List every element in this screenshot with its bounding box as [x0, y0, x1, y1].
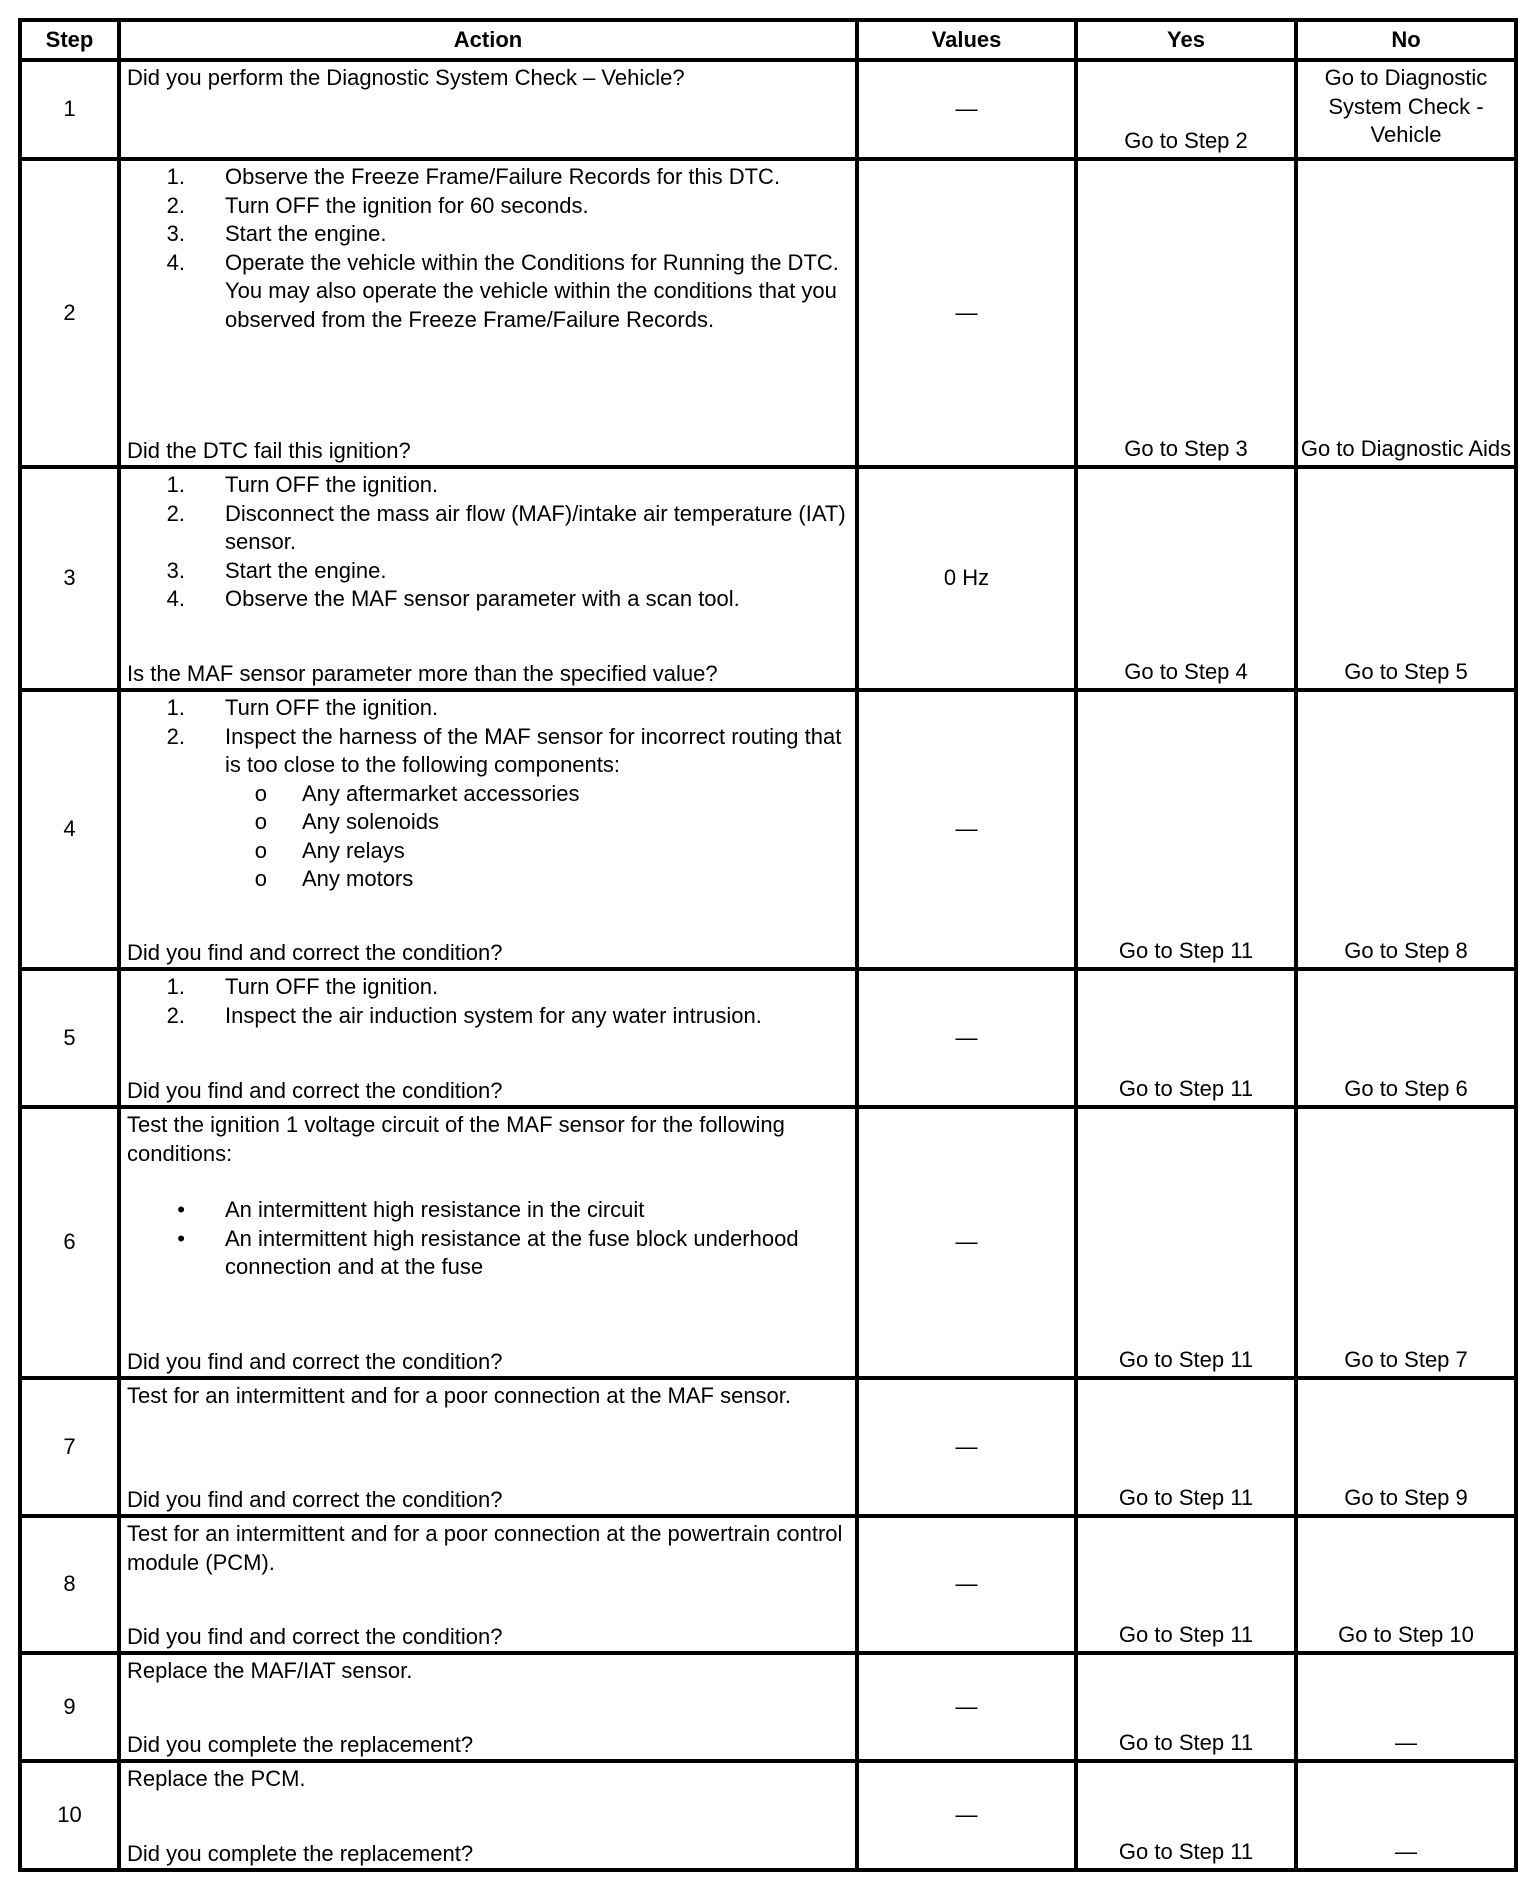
list-marker: 1.: [166, 974, 185, 999]
action-content: [121, 469, 855, 688]
no-result: Go to Diagnostic Aids: [1296, 159, 1516, 467]
table-row: [20, 1378, 1516, 1516]
yes-result: Go to Step 11: [1076, 690, 1296, 969]
list-marker: 1.: [166, 472, 185, 497]
list-item: [127, 1196, 849, 1225]
value-cell: —: [857, 1761, 1076, 1870]
action-content: [121, 1380, 855, 1514]
list-item: [127, 249, 849, 335]
action-question: Did you complete the replacement?: [127, 1840, 474, 1866]
step-number: 7: [20, 1378, 119, 1516]
list-item: [127, 1002, 849, 1031]
sub-list-item: [127, 780, 849, 809]
sub-list-text: Any motors: [302, 866, 414, 891]
action-instructions: [127, 1765, 849, 1794]
list-text: Start the engine.: [225, 221, 387, 246]
list-text: Disconnect the mass air flow (MAF)/intake air temperature (IAT) sensor.: [225, 500, 846, 554]
sub-list-item: [127, 837, 849, 866]
list-marker: 1.: [166, 695, 185, 720]
action-question: Did you complete the replacement?: [127, 1731, 474, 1757]
list-item: [127, 694, 849, 723]
header-values: Values: [857, 20, 1076, 60]
sub-list-item: [127, 808, 849, 837]
table-row: [20, 969, 1516, 1107]
action-cell: [119, 1378, 857, 1516]
list-marker: 2.: [166, 500, 185, 526]
list-text: Turn OFF the ignition for 60 seconds.: [225, 192, 589, 218]
list-text: Observe the Freeze Frame/Failure Records for this DTC.: [225, 164, 781, 189]
step-number: 1: [20, 60, 119, 159]
value-cell: —: [857, 1653, 1076, 1761]
list-text: An intermittent high resistance in the circuit: [225, 1197, 645, 1222]
list-text: Turn OFF the ignition.: [225, 974, 439, 999]
action-instructions: [127, 1111, 849, 1282]
list-item: [127, 220, 849, 249]
list-item: [127, 1225, 849, 1282]
list-marker: 2.: [166, 1002, 185, 1028]
table-row: [20, 60, 1516, 159]
list-text: Observe the MAF sensor parameter with a scan tool.: [225, 586, 740, 611]
list-item: [127, 723, 849, 780]
action-content: [121, 1655, 855, 1759]
action-question: Is the MAF sensor parameter more than the specified value?: [127, 660, 718, 686]
action-cell: [119, 1516, 857, 1653]
sub-list-marker: o: [254, 866, 267, 891]
action-question: Did you find and correct the condition?: [127, 1348, 503, 1374]
step-number: 5: [20, 969, 119, 1107]
header-step: Step: [20, 20, 119, 60]
value-cell: —: [857, 1378, 1076, 1516]
action-cell: [119, 690, 857, 969]
no-result: Go to Step 7: [1296, 1107, 1516, 1378]
step-number: 9: [20, 1653, 119, 1761]
action-content: [121, 62, 855, 157]
sub-list-marker: o: [254, 780, 267, 806]
list-item: [127, 192, 849, 221]
action-instructions: [127, 163, 849, 334]
action-cell: [119, 60, 857, 159]
action-cell: [119, 467, 857, 690]
no-result: Go to Step 10: [1296, 1516, 1516, 1653]
action-content: [121, 692, 855, 967]
list-text: An intermittent high resistance at the fuse block underhood connection and at the fuse: [225, 1225, 799, 1279]
table-row: [20, 1516, 1516, 1653]
no-result: Go to Diagnostic System Check - Vehicle: [1296, 60, 1516, 159]
table-row: [20, 1107, 1516, 1378]
list-marker: 2.: [166, 723, 185, 749]
value-cell: —: [857, 1516, 1076, 1653]
action-instructions: [127, 1520, 849, 1577]
action-content: [121, 1109, 855, 1376]
sub-list-text: Any aftermarket accessories: [302, 780, 580, 806]
list-marker: 4.: [166, 586, 185, 611]
value-cell: —: [857, 1107, 1076, 1378]
action-content: [121, 971, 855, 1105]
list-text: Inspect the air induction system for any water intrusion.: [225, 1002, 762, 1028]
no-result: Go to Step 9: [1296, 1378, 1516, 1516]
yes-result: Go to Step 11: [1076, 1653, 1296, 1761]
action-content: [121, 1763, 855, 1868]
action-intro: Replace the PCM.: [127, 1766, 306, 1791]
step-number: 10: [20, 1761, 119, 1870]
no-result: Go to Step 8: [1296, 690, 1516, 969]
action-instructions: [127, 694, 849, 894]
action-intro: Did you perform the Diagnostic System Check – Vehicle?: [127, 65, 685, 90]
sub-list-marker: o: [254, 837, 267, 863]
list-item: [127, 585, 849, 614]
action-intro: Test for an intermittent and for a poor connection at the powertrain control module (PCM).: [127, 1521, 843, 1575]
sub-list-item: [127, 865, 849, 894]
list-item: [127, 557, 849, 586]
spacer: [127, 1168, 849, 1196]
action-question: Did you find and correct the condition?: [127, 939, 503, 965]
table-row: [20, 690, 1516, 969]
step-number: 6: [20, 1107, 119, 1378]
step-number: 3: [20, 467, 119, 690]
list-marker: 1.: [166, 164, 185, 189]
value-cell: —: [857, 690, 1076, 969]
step-number: 8: [20, 1516, 119, 1653]
table-row: [20, 1653, 1516, 1761]
no-result: Go to Step 5: [1296, 467, 1516, 690]
list-marker: •: [177, 1197, 185, 1222]
action-question: Did you find and correct the condition?: [127, 1077, 503, 1103]
header-yes: Yes: [1076, 20, 1296, 60]
diagnostic-table: [18, 18, 1518, 1872]
action-intro: Test for an intermittent and for a poor connection at the MAF sensor.: [127, 1383, 792, 1408]
action-question: Did the DTC fail this ignition?: [127, 437, 411, 463]
action-content: [121, 1518, 855, 1651]
list-marker: •: [177, 1225, 185, 1251]
action-question: Did you find and correct the condition?: [127, 1623, 503, 1649]
step-number: 2: [20, 159, 119, 467]
list-text: Operate the vehicle within the Conditions for Running the DTC. You may also operate the vehicle within the conditions that you observed from the Freeze Frame/Failure Records.: [225, 249, 839, 332]
list-text: Turn OFF the ignition.: [225, 472, 439, 497]
yes-result: Go to Step 3: [1076, 159, 1296, 467]
action-cell: [119, 1761, 857, 1870]
action-instructions: [127, 973, 849, 1030]
value-cell: —: [857, 159, 1076, 467]
action-cell: [119, 1107, 857, 1378]
no-result: Go to Step 6: [1296, 969, 1516, 1107]
action-cell: [119, 159, 857, 467]
header-no: No: [1296, 20, 1516, 60]
yes-result: Go to Step 4: [1076, 467, 1296, 690]
yes-result: Go to Step 2: [1076, 60, 1296, 159]
list-text: Turn OFF the ignition.: [225, 695, 439, 720]
table-row: [20, 1761, 1516, 1870]
yes-result: Go to Step 11: [1076, 969, 1296, 1107]
list-item: [127, 471, 849, 500]
yes-result: Go to Step 11: [1076, 1378, 1296, 1516]
action-instructions: [127, 64, 849, 93]
value-cell: —: [857, 60, 1076, 159]
yes-result: Go to Step 11: [1076, 1107, 1296, 1378]
action-intro: Replace the MAF/IAT sensor.: [127, 1658, 413, 1683]
list-item: [127, 973, 849, 1002]
sub-list-text: Any solenoids: [302, 809, 439, 834]
no-result: —: [1296, 1653, 1516, 1761]
list-marker: 2.: [166, 192, 185, 218]
list-item: [127, 163, 849, 192]
list-marker: 3.: [166, 557, 185, 583]
list-text: Inspect the harness of the MAF sensor for incorrect routing that is too close to the following components:: [225, 723, 842, 777]
yes-result: Go to Step 11: [1076, 1761, 1296, 1870]
list-marker: 3.: [166, 221, 185, 246]
header-row: [20, 20, 1516, 60]
value-cell: 0 Hz: [857, 467, 1076, 690]
table-row: [20, 159, 1516, 467]
sub-list-marker: o: [254, 809, 267, 834]
step-number: 4: [20, 690, 119, 969]
list-text: Start the engine.: [225, 557, 387, 583]
value-cell: —: [857, 969, 1076, 1107]
sub-list-text: Any relays: [302, 837, 405, 863]
list-marker: 4.: [166, 249, 185, 275]
action-instructions: [127, 1657, 849, 1686]
yes-result: Go to Step 11: [1076, 1516, 1296, 1653]
action-content: [121, 161, 855, 465]
list-item: [127, 500, 849, 557]
action-cell: [119, 969, 857, 1107]
action-instructions: [127, 1382, 849, 1411]
no-result: —: [1296, 1761, 1516, 1870]
action-instructions: [127, 471, 849, 614]
header-action: Action: [119, 20, 857, 60]
action-question: Did you find and correct the condition?: [127, 1486, 503, 1512]
action-cell: [119, 1653, 857, 1761]
action-intro: Test the ignition 1 voltage circuit of the MAF sensor for the following conditions:: [127, 1112, 785, 1166]
table-row: [20, 467, 1516, 690]
